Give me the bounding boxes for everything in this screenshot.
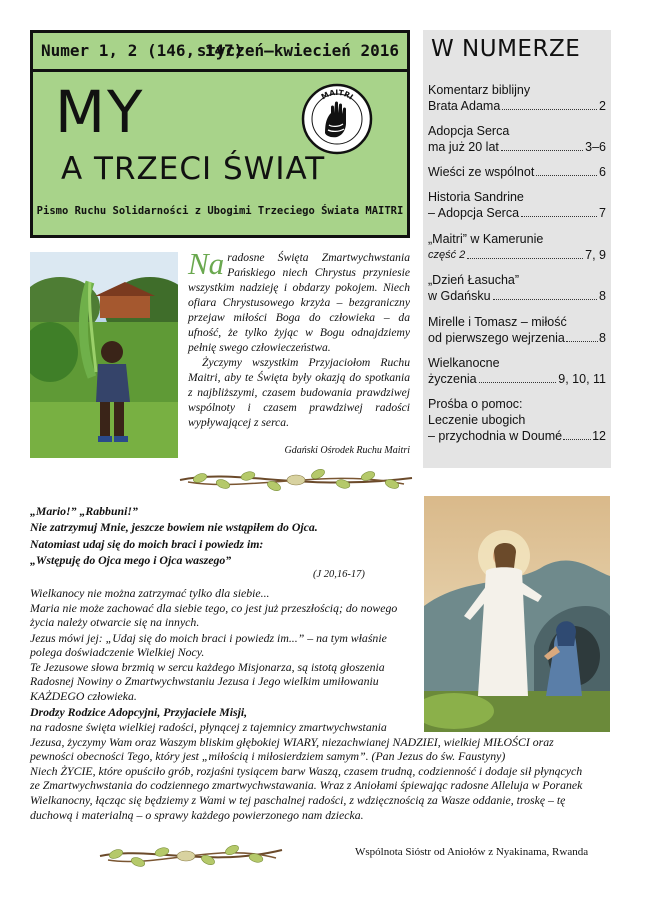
toc-page: 7, 9	[585, 248, 606, 262]
gospel-line-4: „Wstępuję do Ojca mego i Ojca waszego”	[30, 553, 232, 567]
salutation: Drodzy Rodzice Adopcyjni, Przyjaciele Misji,	[30, 705, 248, 719]
body-line: Jezus mówi jej: „Udaj się do moich braci i powiedz im...” – na tym właśnie	[30, 631, 387, 645]
greeting-text	[188, 246, 410, 430]
toc-page: 9, 10, 11	[558, 372, 606, 386]
photo-boy-with-palm	[30, 252, 178, 458]
toc-item[interactable]	[428, 231, 606, 263]
toc-item-label: część 2	[428, 249, 466, 261]
toc-page: 8	[599, 331, 606, 345]
toc-page: 6	[599, 165, 606, 179]
toc-item-line: Adopcja Serca	[428, 124, 510, 138]
body-line: polega doświadczenie Wielkiej Nocy.	[30, 645, 205, 659]
greeting-paragraph-1: radosne Święta Zmartwychwstania Pańskiego niech Chrystus przyniesie wszystkim nadzieję i obdarzy pokojem. Niech ofiara Chrystusowego krzyża – bezgraniczny przejaw miłości Boga do człowieka – da ufność, że tylko żyjąc w Bogu odnajdziemy pełnię swego człowieczeństwa.	[188, 251, 410, 354]
body-line: KAŻDEGO człowieka.	[30, 689, 137, 703]
body-line: Wielkanocny, łącząc się będziemy z Wami w tej paschalnej radości, z wdzięcznością za Wasze oddanie, troskę – tę	[30, 792, 566, 807]
issue-number: Numer 1, 2 (146, 147)	[41, 41, 244, 60]
title-a-trzeci-swiat: A TRZECI ŚWIAT	[61, 151, 326, 187]
toc-item-line: Historia Sandrine	[428, 190, 524, 204]
toc-item[interactable]	[428, 82, 606, 114]
toc-item[interactable]	[428, 123, 606, 155]
closing-signature: Wspólnota Sióstr od Aniołów z Nyakinama, Rwanda	[355, 846, 589, 858]
toc-item-line: Leczenie ubogich	[428, 413, 526, 427]
gospel-line-3: Natomiast udaj się do moich braci i powiedz im:	[30, 537, 264, 551]
toc-item-line: Prośba o pomoc:	[428, 397, 523, 411]
toc-item[interactable]	[428, 272, 606, 304]
toc-item-label: Wieści ze wspólnot	[428, 165, 535, 179]
logo-text: MAITRI	[319, 87, 355, 102]
willow-garland-top	[178, 462, 414, 498]
toc-page: 2	[599, 99, 606, 113]
gospel-line-2: Nie zatrzymuj Mnie, jeszcze bowiem nie wstąpiłem do Ojca.	[30, 520, 318, 534]
toc-title: W NUMERZE	[431, 36, 581, 62]
masthead-subtitle: Pismo Ruchu Solidarności z Ubogimi Trzeciego Świata MAITRI	[36, 205, 404, 217]
maitri-logo-icon	[301, 83, 373, 155]
drop-cap: Na	[188, 246, 225, 281]
toc-item-line: „Dzień Łasucha”	[428, 273, 520, 287]
body-line: Radosnej Nowiny o Zmartwychwstaniu Jezusa i Jego wielkim umiłowaniu	[30, 674, 379, 688]
toc-item[interactable]	[428, 396, 606, 444]
title-my: MY	[55, 78, 145, 146]
toc-page: 12	[592, 429, 606, 443]
toc-item-label: ma już 20 lat	[428, 140, 499, 154]
toc-item[interactable]	[428, 314, 606, 346]
toc-item-label: od pierwszego wejrzenia	[428, 331, 565, 345]
toc-item[interactable]	[428, 189, 606, 221]
toc-item-label: w Gdańsku	[428, 289, 491, 303]
body-line: Maria nie może zachować dla siebie tego, co jest już przeszłością; do nowego	[30, 601, 398, 615]
toc-item-label: Brata Adama	[428, 99, 501, 113]
body-line: Niech ŻYCIE, które opuściło grób, rozjaśni tysiącem barw Waszą, czasem trudną, codzienność i dodaje sił płynących	[30, 763, 583, 778]
toc-page: 8	[599, 289, 606, 303]
toc-item-line: Mirelle i Tomasz – miłość	[428, 315, 567, 329]
gospel-line-1: „Mario!” „Rabbuni!”	[30, 504, 138, 518]
greeting-signature: Gdański Ośrodek Ruchu Maitri	[284, 445, 410, 456]
issue-date: styczeń–kwiecień 2016	[196, 41, 399, 60]
body-line: na radosne święta wielkiej radości, płynącej z tajemnicy zmartwychwstania	[30, 720, 387, 734]
masthead	[30, 30, 410, 238]
toc-item-line: Komentarz biblijny	[428, 83, 531, 97]
toc-item-line: „Maitri” w Kamerunie	[428, 232, 544, 246]
toc-item-label: życzenia	[428, 372, 477, 386]
body-line: duchową i materialną – o sprawy każdego powierzonego nam dziecka.	[30, 807, 364, 822]
toc-item[interactable]	[428, 164, 606, 180]
willow-garland-bottom	[98, 832, 284, 872]
body-line: życia należy otwarcie się na innych.	[30, 615, 200, 629]
toc-page: 7	[599, 206, 606, 220]
closing-paragraph	[30, 720, 610, 822]
body-line: Wielkanocy nie można zatrzymać tylko dla siebie...	[30, 586, 270, 600]
body-line: ze Zmartwychwstania do codziennego zmartwychwstawania. Wraz z Aniołami śpiewając radosne Alleluja w Poranek	[30, 778, 583, 793]
toc-page: 3–6	[585, 140, 606, 154]
table-of-contents	[423, 30, 611, 468]
body-line: pewności obecności Tego, który jest „miłością i miłosierdziem samym”. (Pan Jezus do św. Faustyny)	[30, 749, 506, 764]
gospel-reference: (J 20,16-17)	[313, 569, 365, 580]
toc-item-line: Wielkanocne	[428, 356, 500, 370]
body-line: Jezusa, życzymy Wam oraz Waszym bliskim głębokiej WIARY, niezachwianej NADZIEI, wielkiej MIŁOŚCI oraz	[30, 734, 554, 749]
toc-item[interactable]	[428, 355, 606, 387]
toc-item-label: – Adopcja Serca	[428, 206, 520, 220]
toc-item-label: – przychodnia w Doumé	[428, 429, 563, 443]
greeting-paragraph-2: Życzymy wszystkim Przyjaciołom Ruchu Maitri, aby te Święta były okazją do spotkania z najbliższymi, czasem budowania prawdziwej wspólnoty i czasem prawdziwej radości wypływającej z serca.	[188, 356, 410, 429]
masthead-top-bar	[33, 33, 407, 72]
painting-risen-jesus-and-mary	[424, 496, 610, 732]
body-line: Te Jezusowe słowa brzmią w sercu każdego Misjonarza, są istotą głoszenia	[30, 660, 385, 674]
